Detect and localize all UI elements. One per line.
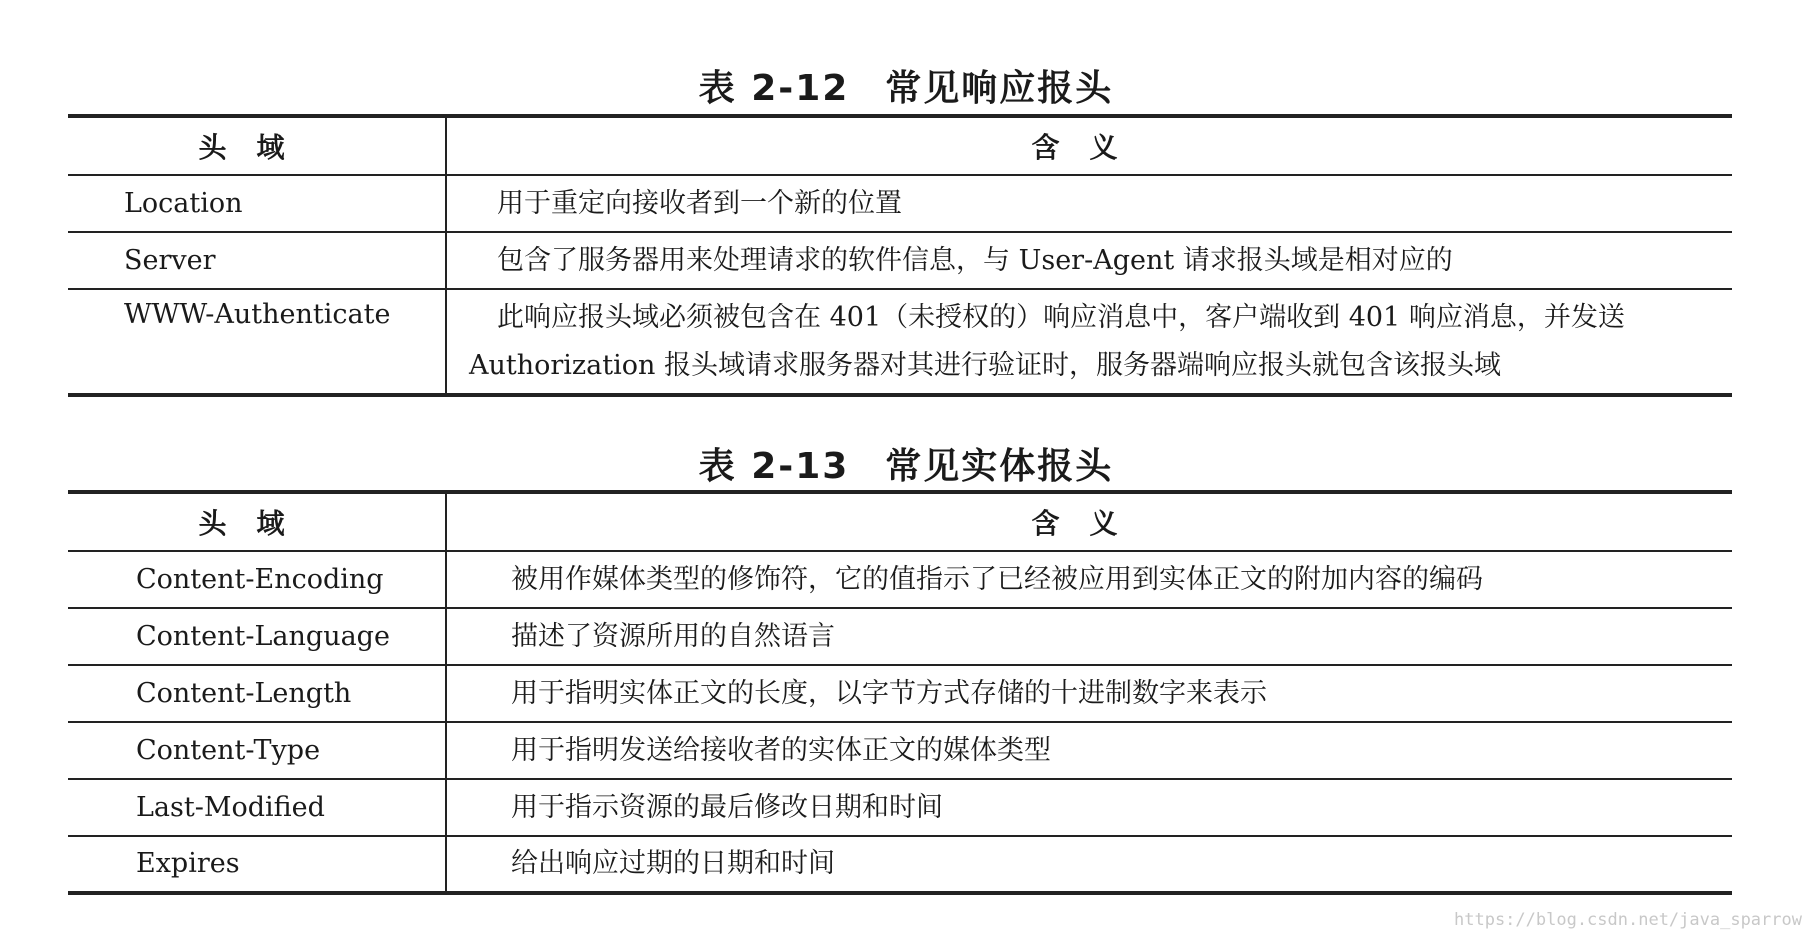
header-field-meaning: 被用作媒体类型的修饰符，它的值指示了已经被应用到实体正文的附加内容的编码: [446, 551, 1732, 608]
table2-caption-number: 表 2-13: [698, 446, 850, 487]
header-field-meaning: 用于指明发送给接收者的实体正文的媒体类型: [446, 722, 1732, 779]
header-field-meaning: 包含了服务器用来处理请求的软件信息，与 User-Agent 请求报头域是相对应的: [446, 232, 1732, 289]
table-row: [68, 232, 1732, 289]
response-headers-table: [68, 114, 1732, 397]
header-field-meaning: 用于重定向接收者到一个新的位置: [446, 175, 1732, 232]
header-field-name: Expires: [68, 836, 446, 893]
table-row: [68, 289, 1732, 395]
table-row: [68, 665, 1732, 722]
header-field-meaning: 给出响应过期的日期和时间: [446, 836, 1732, 893]
header-field-name: WWW-Authenticate: [68, 289, 446, 395]
table2-header-field: 头域: [68, 492, 446, 551]
table1-caption-number: 表 2-12: [698, 68, 850, 109]
header-field-name: Content-Language: [68, 608, 446, 665]
table-row: [68, 608, 1732, 665]
header-field-name: Content-Encoding: [68, 551, 446, 608]
entity-headers-table: [68, 490, 1732, 895]
table-row: [68, 722, 1732, 779]
table1-header-row: [68, 116, 1732, 175]
header-field-meaning: 描述了资源所用的自然语言: [446, 608, 1732, 665]
table1-caption: [0, 60, 1812, 111]
header-field-name: Content-Length: [68, 665, 446, 722]
table1-caption-title: 常见响应报头: [885, 68, 1114, 109]
table-row: [68, 779, 1732, 836]
table1-header-field: 头域: [68, 116, 446, 175]
header-field-name: Server: [68, 232, 446, 289]
header-field-name: Content-Type: [68, 722, 446, 779]
table1-header-meaning: 含义: [446, 116, 1732, 175]
header-field-meaning: 用于指明实体正文的长度，以字节方式存储的十进制数字来表示: [446, 665, 1732, 722]
table-row: [68, 175, 1732, 232]
header-field-meaning: 用于指示资源的最后修改日期和时间: [446, 779, 1732, 836]
header-field-meaning: 此响应报头域必须被包含在 401（未授权的）响应消息中，客户端收到 401 响应消息，并发送 Authorization 报头域请求服务器对其进行验证时，服务器端响应报头就包含该报头域: [446, 289, 1732, 395]
table2-header-row: [68, 492, 1732, 551]
header-field-name: Last-Modified: [68, 779, 446, 836]
table-row: [68, 551, 1732, 608]
watermark-url: https://blog.csdn.net/java_sparrow: [1454, 910, 1802, 930]
table2-header-meaning: 含义: [446, 492, 1732, 551]
table2-caption: [0, 438, 1812, 489]
table-row: [68, 836, 1732, 893]
table2-caption-title: 常见实体报头: [885, 446, 1114, 487]
header-field-name: Location: [68, 175, 446, 232]
